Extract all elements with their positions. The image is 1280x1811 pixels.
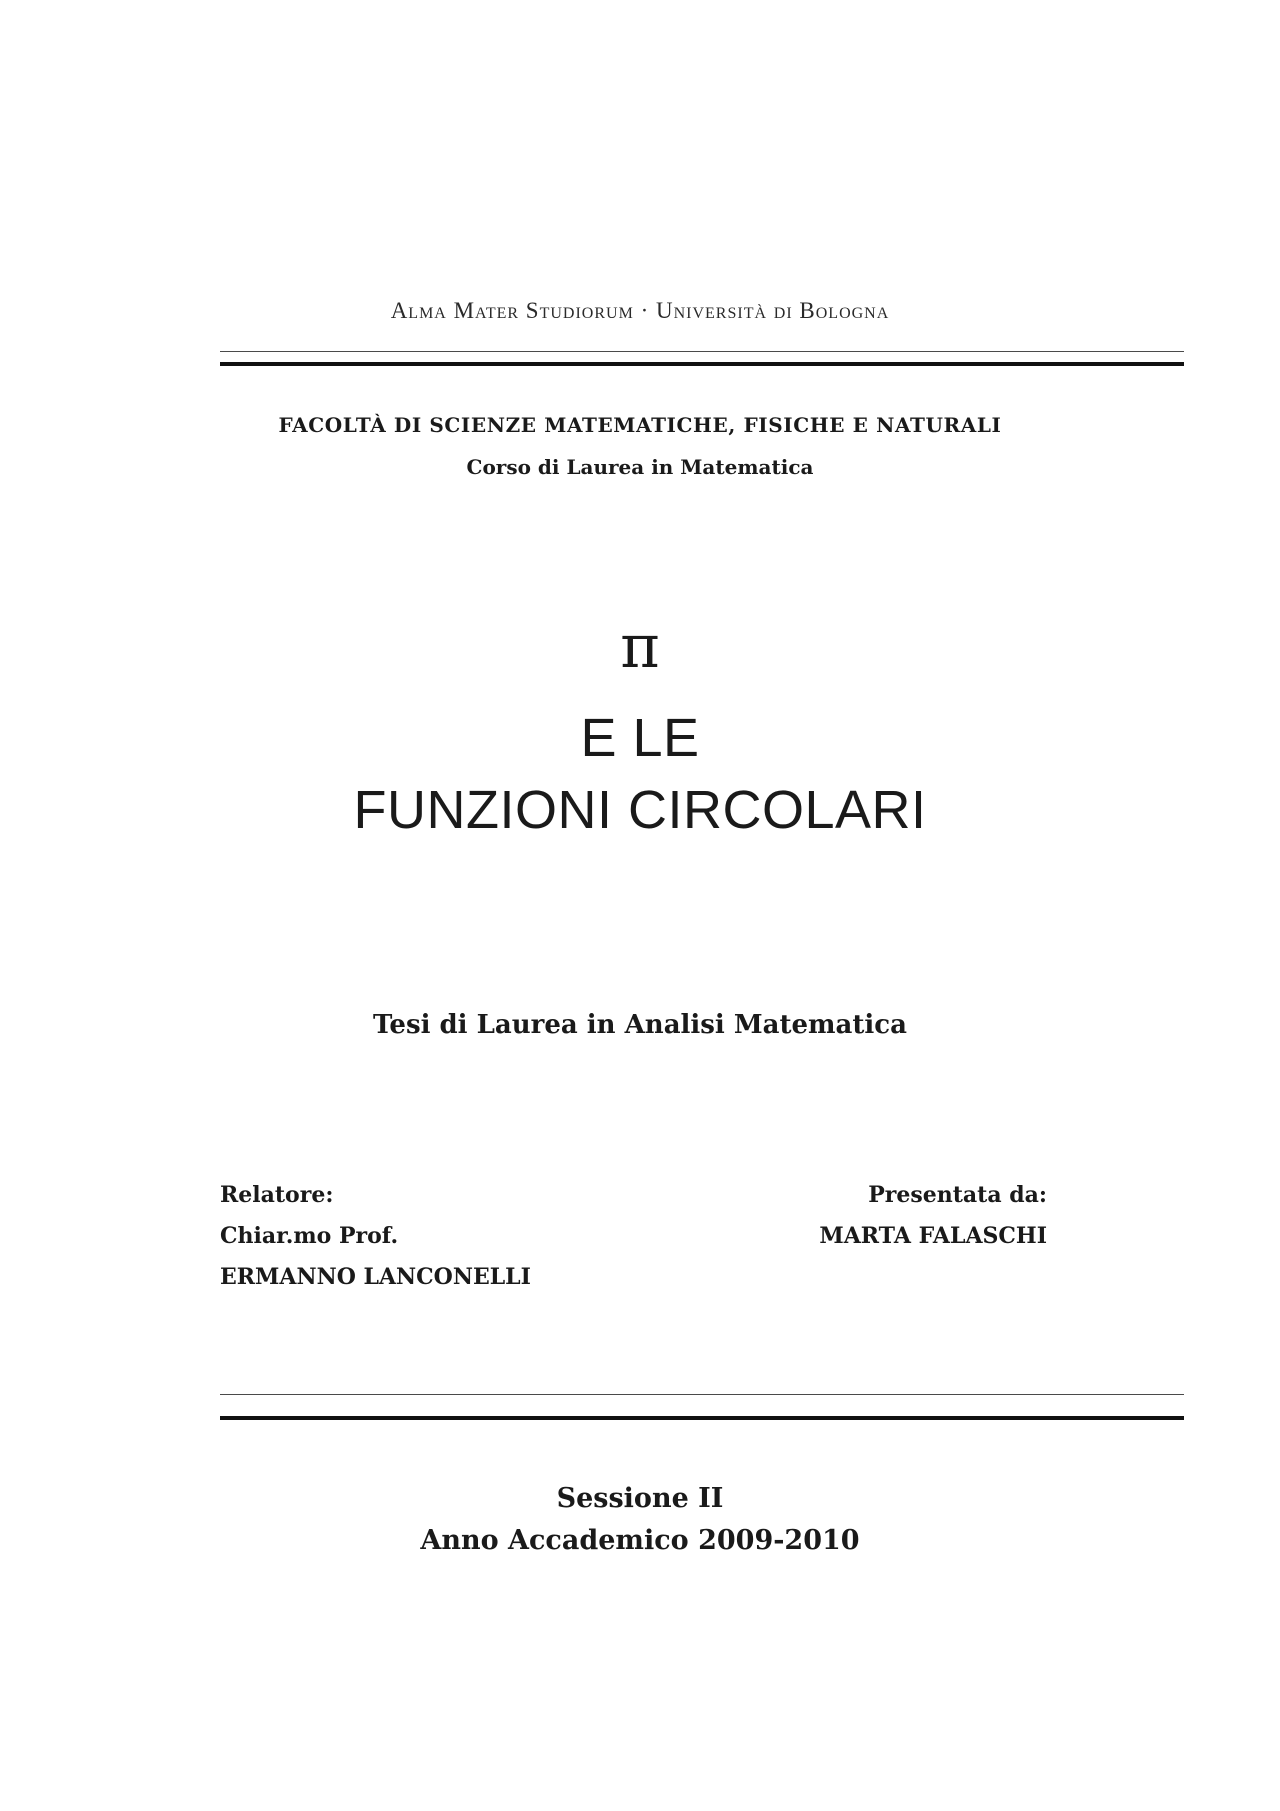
- supervisor-honorific: Chiar.mo Prof.: [220, 1223, 399, 1249]
- footer-rule-thin: [220, 1394, 1184, 1395]
- academic-year: Anno Accademico 2009-2010: [420, 1525, 860, 1556]
- supervisor-block: [220, 1175, 531, 1298]
- title-pi-symbol: π: [620, 612, 660, 682]
- course-name: Corso di Laurea in Matematica: [466, 455, 814, 479]
- header-rule-thick: [220, 362, 1184, 366]
- footer-rule-thick: [220, 1416, 1184, 1420]
- candidate-label: Presentata da:: [868, 1182, 1047, 1208]
- candidate-name: MARTA FALASCHI: [819, 1223, 1047, 1249]
- title-line-2: FUNZIONI CIRCOLARI: [353, 780, 927, 840]
- candidate-block: [700, 1175, 1047, 1257]
- supervisor-name: ERMANNO LANCONELLI: [220, 1264, 531, 1290]
- session: Sessione II: [556, 1483, 724, 1514]
- thesis-type: Tesi di Laurea in Analisi Matematica: [373, 1010, 907, 1040]
- university-name: Alma Mater Studiorum · Università di Bologna: [390, 298, 890, 323]
- supervisor-label: Relatore:: [220, 1182, 334, 1208]
- faculty-name: FACOLTÀ DI SCIENZE MATEMATICHE, FISICHE E NATURALI: [278, 413, 1002, 437]
- title-line-1: E LE: [580, 708, 700, 768]
- header-rule-thin: [220, 351, 1184, 352]
